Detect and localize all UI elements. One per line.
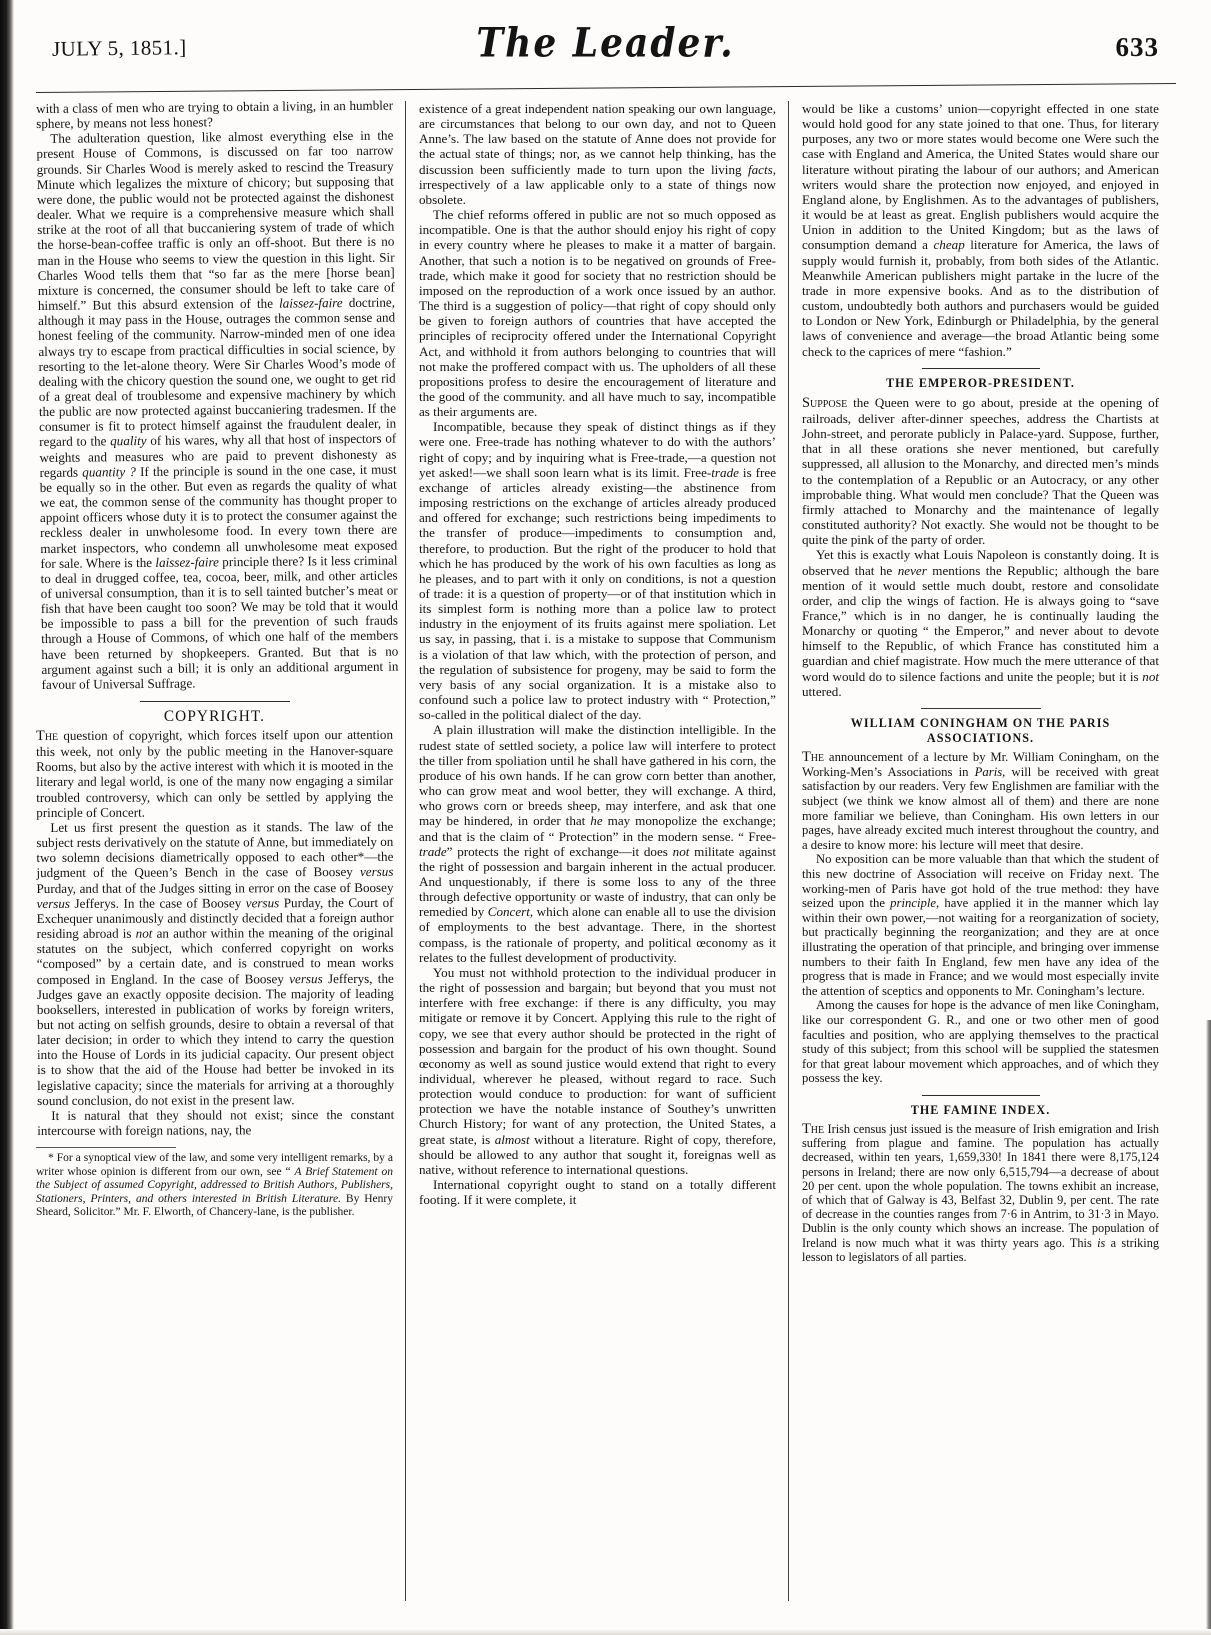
paragraph: A plain illustration will make the distinction intelligible. In the rudest state of settled society, a police law will interfere to protect the tiller from spoliation until he shall have gathered in his corn, the produce of his own hands. If he can grow corn better than another, who can grow meat and wool better, they will exchange. A third, who grows corn or breeds sheep, may interfere, and ask that one may be hindered, in order that he may monopolize the exchange; and that is the claim of “ Protection” in the modern sense. “ Free-trade” protects the right of exchange—it does not militate against the right of possession and bargain inherent in the actual producer. And unquestionably, if there is some loss to any of the three through defective opportunity or waste of industry, that can only be remedied by Concert, which alone can enable all to use the division of employments to the best advantage. There, in the shortest compass, is the rationale of property, and political œconomy as it relates to the fullest development of productivity. xyxy=(419,722,776,965)
paragraph: Suppose the Queen were to go about, preside at the opening of railroads, deliver after-dinner speeches, address the Chartists at John-street, and perorate publicly in Palace-yard. Suppose, further, that in all these orations she never mentioned, but carefully suppressed, all allusion to the Monarchy, and directed men’s minds to the contemplation of a Republic or an Autocracy, or any other improbable thing. What would men conclude? That the Queen was firmly attached to Monarchy and the maintenance of legally constituted authority? Not exactly. She would not be thought to be quite the pink of the party of order. xyxy=(802,394,1159,548)
paragraph: The Irish census just issued is the measure of Irish emigration and Irish suffering from plague and famine. The population has actually decreased, within ten years, 1,659,330! In 1841 there were 8,175,124 persons in Ireland; there are now only 6,515,794—a decrease of about 20 per cent. upon the whole population. The towns exhibit an increase, of which that of Galway is 43, Belfast 32, Dublin 9, per cent. The rate of decrease in the counties ranges from 7·6 in Antrim, to 31·3 in Mayo. Dublin is the only county which shows an increase. The population of Ireland is now much what it was thirty years ago. This is a striking lesson to legislators of all parties. xyxy=(802,1121,1159,1264)
paragraph: would be like a customs’ union—copyright effected in one state would hold good for any state joined to that one. Thus, for literary purposes, any two or more states would become one Were such the case with England and America, the United States would share our literature without pirating the labour of our authors; and American writers would share the protection now enjoyed, and enjoyed in England alone, by Englishmen. As to the advantages of publishers, it would be at least as great. English publishers would acquire the Union in addition to the United Kingdom; but as the laws of consumption demand a cheap literature for America, the laws of supply would furnish it, probably, from both sides of the Atlantic. Meanwhile American publishers might partake in the lucre of the trade in more expensive books. And as to the distribution of custom, undoubtedly both authors and purchasers would be guided to London or New York, Edinburgh or Philadelphia, by the general laws of convenience and average—the broad Atlantic being some check to the caprices of mere “fashion.” xyxy=(802,101,1159,359)
italic-phrase: principle xyxy=(890,896,936,911)
italic-phrase: versus xyxy=(245,895,280,911)
paragraph: Yet this is exactly what Louis Napoleon is constantly doing. It is observed that he never mentions the Republic; although the bare mention of it would settle much doubt, restore and consolidate order, and clip the wings of faction. He is always going to “save France,” which is in no danger, he is continually lauding the Monarchy or quoting “ the Emperor,” and never about to devote himself to the Republic, of which France has constituted him a guardian and chief magistrate. How much the mere utterance of that word would do to silence factions and unite the people; but it is not uttered. xyxy=(802,547,1159,699)
paragraph: The adulteration question, like almost everything else in the present House of Commons, is discussed on far too narrow grounds. Sir Charles Wood is merely asked to rescind the Treasury Minute which legalizes the mixture of chicory; but supposing that were done, the public would not be protected against the dishonest dealer. What we require is a comprehensive measure which shall strike at the root of all that buccaniering system of trade of which the horse-bean-coffee traffic is only an off-shoot. But there is no man in the House who seems to view the question in this light. Sir Charles Wood tells them that “so far as the mere [horse bean] mixture is concerned, the consumer should be left to take care of himself.” But this absurd extension of the laissez-faire doctrine, although it may pass in the House, outrages the common sense and honest feeling of the community. Narrow-minded men of one idea always try to escape from practical difficulties in social science, by resorting to the let-alone theory. Were Sir Charles Wood’s mode of dealing with the chicory question the sound one, we ought to get rid of a great deal of troublesome and expensive machinery by which the public are now protected against buccaniering tradesmen. If the consumer is fit to protect himself against the fraudulent dealer, in regard to the quality of his wares, why all that host of inspectors of weights and measures who are paid to prevent dishonesty as regards quantity ? If the principle is sound in the one case, it must be equally so in the other. But even as regards the quality of what we eat, the common sense of the community has thought proper to appoint officers whose duty it is to protect the consumer against the reckless dealer in unwholesome food. In every town there are market inspectors, who condemn all unwholesome meat exposed for sale. Where is the laissez-faire principle there? Is it less criminal to deal in drugged coffee, tea, cocoa, beer, milk, and other articles of universal consumption, than it is to sell tainted butcher’s meat or fish that have been caught too soon? We may be told that it would be impossible to pass a bill for the prevention of such frauds through a House of Commons, of which one half of the members have been returned by shopkeepers. Granted. But that is no argument against such a bill; it is only an additional argument in favour of Universal Suffrage. xyxy=(36,127,399,692)
scan-edge-left xyxy=(0,0,14,1635)
paragraph: The chief reforms offered in public are not so much opposed as incompatible. One is that the author should enjoy his right of copy in every country where he pleases to make it a matter of bargain. Another, that such a notion is to be negatived on grounds of Free-trade, which make it good for society that no restriction should be imposed on the reproduction of a work once issued by an author. The third is a suggestion of policy—that right of copy should only be given to foreign authors of countries that have accepted the principles of reciprocity offered under the International Copyright Act, and withhold it from authors belonging to countries that will not make the proffered compact with us. The upholders of all these propositions profess to desire the encouragement of literature and the good of the community. and all have much to say, incompatible as their arguments are. xyxy=(419,207,776,420)
italic-phrase: cheap xyxy=(933,237,965,253)
italic-phrase: versus xyxy=(289,970,323,986)
column-3 xyxy=(788,101,1159,1601)
footnote xyxy=(36,1152,393,1219)
italic-phrase: he xyxy=(590,813,603,829)
italic-phrase: facts xyxy=(747,161,773,177)
italic-phrase: versus xyxy=(36,895,71,911)
paragraph: Among the causes for hope is the advance of men like Coningham, like our correspondent G. R., and one or two other men of good faculties and position, who are applying themselves to the practical study of this subject; from this school will be supplied the statesmen for that great labour movement which approaches, and of which they possess the key. xyxy=(802,998,1159,1086)
italic-phrase: Paris xyxy=(974,764,1003,779)
italic-phrase: not xyxy=(1142,668,1159,684)
italic-phrase: is xyxy=(1097,1235,1106,1250)
italic-phrase: never xyxy=(897,562,927,578)
section-divider-rule xyxy=(921,708,1041,709)
italic-phrase: versus xyxy=(359,864,394,880)
paragraph: existence of a great independent nation speaking our own language, are circumstances that belong to our own day, and not to Queen Anne’s. The law based on the statute of Anne does not provide for the actual state of things; nor, as we cannot help thinking, has the discussion been sufficiently made to turn upon the living facts, irrespectively of a law applicable only to a state of things now obsolete. xyxy=(419,101,776,207)
paragraph: The question of copyright, which forces itself upon our attention this week, not only by the public meeting in the Hanover-square Rooms, but also by the active interest with which it is mooted in the literary and legal world, is one of the many now engaging a similar troubled controversy, which can only be settled by applying the principle of Concert. xyxy=(36,727,394,821)
italic-phrase: laissez-faire xyxy=(279,295,343,311)
section-heading-famine-index: THE FAMINE INDEX. xyxy=(910,1102,1051,1117)
column-container xyxy=(36,97,1176,1601)
italic-phrase: trade xyxy=(419,843,447,859)
italic-phrase: Concert xyxy=(487,904,530,920)
lead-smallcaps: Suppose xyxy=(802,394,848,411)
italic-phrase: quantity ? xyxy=(82,463,136,480)
italic-phrase: laissez-faire xyxy=(155,553,219,570)
italic-title: A Brief Statement on the Subject of assumed Copyright, addressed to British Authors, Publishers, Stationers, Printers, and others interested in British Literature. xyxy=(36,1165,393,1205)
lead-smallcaps: The xyxy=(802,1121,825,1138)
masthead xyxy=(0,19,1211,78)
scan-edge-bottom xyxy=(0,1629,1211,1635)
section-heading-emperor-president: THE EMPEROR-PRESIDENT. xyxy=(886,375,1075,390)
italic-phrase: trade xyxy=(711,464,739,480)
publication-title: The Leader. xyxy=(476,19,735,67)
paragraph: with a class of men who are trying to obtain a living, in an humbler sphere, by means not less honest? xyxy=(36,97,394,132)
section-divider-rule xyxy=(922,368,1040,369)
lead-smallcaps: The xyxy=(802,749,825,766)
section-heading-coningham: WILLIAM CONINGHAM ON THE PARIS ASSOCIATIONS. xyxy=(850,715,1111,746)
italic-phrase: quality xyxy=(110,433,147,449)
paragraph: International copyright ought to stand on a totally different footing. If it were complete, it xyxy=(419,1177,776,1208)
issue-date: JULY 5, 1851.] xyxy=(51,35,187,61)
paragraph: Let us first present the question as it stands. The law of the subject rests derivatively on the statute of Anne, but immediately on two solemn decisions diametrically opposed to each other*—the judgment of the Queen’s Bench in the case of Boosey versus Purday, and that of the Judges sitting in error on the case of Boosey versus Jefferys. In the case of Boosey versus Purday, the Court of Exchequer unanimously and distinctly decided that a foreign author residing abroad is not an author within the meaning of the original statutes on the subject, which conferred copyright on works “composed” by a certain date, and is construed to mean works composed in England. In the case of Boosey versus Jefferys, the Judges gave an exactly opposite decision. The majority of leading booksellers, interested in publication of works by foreign writers, but not acting on selfish grounds, desire to obtain a reversal of that later decision; in order to which they intend to carry the question into the House of Lords in its judicial capacity. Our present object is to show that the aid of the House had better be invoked in its legislative capacity; since the materials for arriving at a thoroughly sound conclusion, do not exist in the present law. xyxy=(36,819,395,1108)
scan-edge-right xyxy=(1206,1020,1211,1635)
lead-smallcaps: The xyxy=(36,728,59,745)
section-heading-copyright: COPYRIGHT. xyxy=(163,708,266,726)
paragraph: Incompatible, because they speak of distinct things as if they were one. Free-trade has nothing whatever to do with the authors’ right of copy; and by inquiring what is Free-trade,—a question not yet asked!—we shall soon learn what is its limit. Free-trade is free exchange of articles already existing—the abstinence from imposing restrictions on the exchange of articles already produced and offered for exchange; such restrictions being impediments to the transfer of produce—impediments to consumption and, therefore, to production. But the right of the producer to hold that which he has produced by the work of his own faculties as long as he pleases, and to part with it only on conditions, is not a question of trade: it is a question of property—or of that institution which in its simplest form is nothing more than a police law to protect industry in the enjoyment of its fruits against mere spoliation. Let us say, in passing, that i. is a mistake to suppose that Communism is a violation of that law which, with the protection of person, and the regulation of subsistence for progeny, may be said to form the very basis of any social organization. It is a mistake also to confound such a police law to protect industry with “ Protection,” so-called in the political dialect of the day. xyxy=(419,419,776,723)
column-1 xyxy=(36,97,405,1601)
column-2 xyxy=(405,101,788,1601)
page-number: 633 xyxy=(1115,32,1159,62)
footnote-text: * For a synoptical view of the law, and some very intelligent remarks, by a writer whose opinion is different from our own, see “ A Brief Statement on the Subject of assumed Copyright, addressed to British Authors, Publishers, Stationers, Printers, and others interested in British Literature. By Henry Sheard, Solicitor.” Mr. F. Elworth, of Chancery-lane, is the publisher. xyxy=(36,1152,393,1219)
paragraph: It is natural that they should not exist; since the constant intercourse with foreign nations, nay, the xyxy=(37,1107,395,1139)
masthead-rule xyxy=(36,83,1176,93)
section-divider-rule xyxy=(922,1095,1040,1096)
paragraph: The announcement of a lecture by Mr. William Coningham, on the Working-Men’s Associations in Paris, will be received with great satisfaction by our readers. Very few Englishmen are familiar with the subject (we think we know almost all of them) and there are none more familiar we believe, than Coningham. His own letters in our pages, have already excited much interest throughout the country, and a desire to know more: his lecture will meet that desire. xyxy=(802,749,1159,852)
footnote-rule xyxy=(36,1147,176,1148)
section-divider-rule xyxy=(140,701,290,702)
paragraph: No exposition can be more valuable than that which the student of this new doctrine of Association will receive on Friday next. The working-men of Paris have got hold of the true method: they have seized upon the principle, have applied it in the manner which lay within their own power,—not waiting for a reorganization of society, but practically beginning the reorganization; and they are at once illustrating the operation of that principle, and bringing over immense numbers to their faith In England, few men have any idea of the progress that is made in France; and we would most especially invite the attention of sceptics and opponents to Mr. Coningham’s lecture. xyxy=(802,852,1159,998)
italic-phrase: not xyxy=(672,843,690,859)
italic-phrase: almost xyxy=(494,1131,530,1147)
italic-phrase: not xyxy=(135,925,153,941)
paragraph: You must not withhold protection to the individual producer in the right of possession and bargain; but beyond that you must not interfere with free exchange: if there is any difficulty, you may mitigate or remove it by Concert. Applying this rule to the right of copy, we see that every author should be protected in the right of possession and bargain for the product of his own thought. Sound œconomy as well as sound justice would extend that right to every individual, wherever he pleased, without regard to race. Such protection would conduce to production: for want of sufficient protection we have the notable instance of Southey’s unwritten Church History; for want of any protection, the United States, a great state, is almost without a literature. Right of copy, therefore, should be allowed to any author that sought it, foreignas well as native, without reference to international questions. xyxy=(419,964,776,1177)
